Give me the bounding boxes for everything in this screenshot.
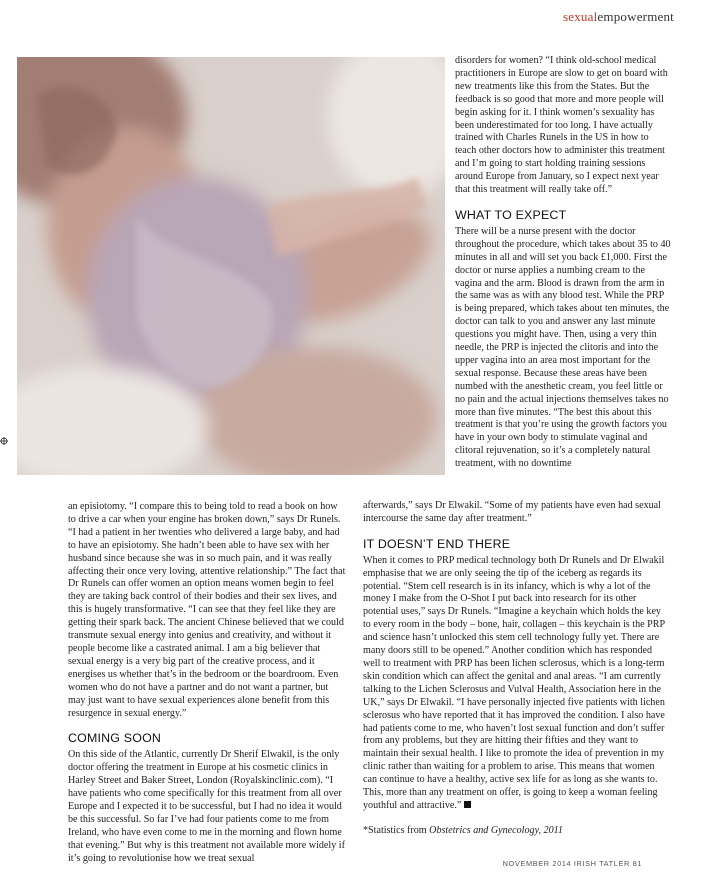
feature-photo (17, 57, 445, 475)
body-paragraph: There will be a nurse present with the doctor throughout the procedure, which takes about 35 to 40 minutes in all and will set you back £1,000. First the doctor or nurse applies a numbing cream to the vagina and the arm. Blood is drawn from the arm in the same was as with any blood test. While the PRP is being prepared, which takes about ten minutes, the doctor can talk to you and answer any last minute questions you might have. Then, using a very thin needle, the PRP is injected the clitoris and into the upper vagina into an area most important for the sexual response. Because these areas have been numbed with the anesthetic cream, you feel little or no pain and the actual injections themselves takes no more than five minutes. “The best this about this treatment is that you’re using the growth factors you have in your own body to stimulate vaginal and clitoral rejuvenation, so it’s a completely natural treatment, with no downtime (455, 225, 671, 470)
body-paragraph (363, 555, 671, 813)
footnote-source: Obstetrics and Gynecology, 2011 (429, 824, 563, 836)
photo-woman-on-bed (17, 57, 445, 475)
footnote (363, 825, 671, 838)
subheading-what-to-expect: WHAT TO EXPECT (455, 207, 567, 222)
end-of-article-mark (464, 801, 471, 808)
page-folio: NOVEMBER 2014 IRISH TATLER 81 (502, 859, 642, 868)
section-label (563, 9, 674, 25)
body-paragraph: an episiotomy. “I compare this to being told to read a book on how to drive a car when your engine has broken down,” says Dr Runels. “I had a patient in her twenties who delivered a large baby, and had to have an episiotomy. She hadn’t been able to have sex with her husband since because she was in so much pain, and it was really affecting their once very loving, attentive relationship.” The fact that Dr Runels can offer women an option means women begin to feel they are taking back control of their bodies and their sex lives, and this is hugely transformative. “I can see that they feel like they are getting their spark back. The ancient Chinese believed that we could transmute sexual energy into genius and creativity, and without it people become like a castrated animal. I am a big believer that sexual energy is a very big part of the creative process, and it energises us whether that’s in the bedroom or the boardroom. Even women who do not have a partner and do not want a partner, but may just want to have sexual experiences alone benefit from this resurgence in sexual energy.” (68, 501, 346, 719)
crosshair-registration-icon (0, 432, 8, 450)
right-column-bottom (363, 500, 671, 842)
body-paragraph: On this side of the Atlantic, currently Dr Sherif Elwakil, is the only doctor offering the treatment in Europe at his cosmetic clinics in Harley Street and Baker Street, London (Royalskinclinic.com). “I have patients who come specifically for this treatment from all over Europe and I expected it to be successful, but I had no idea it would be this successful. So far I’ve had four patients come to me from Ireland, who have even come to me in the morning and flown home that evening.” But why is this treatment not available more widely if it’s going to revolutionise how we treat sexual (68, 749, 345, 864)
subheading-it-doesnt-end-there: IT DOESN’T END THERE (363, 536, 511, 551)
body-paragraph: disorders for women? “I think old-school medical practitioners in Europe are slow to get on board with new treatments like this from the States. But the feedback is so good that more and more people will begin asking for it. I think women’s sexuality has been underestimated for too long. I have actually trained with Charles Runels in the US in how to teach other doctors how to administer this treatment and I’m going to start holding training sessions around Europe from January, so I expect next year that this treatment will really take off.” (455, 55, 668, 196)
body-paragraph: afterwards,” says Dr Elwakil. “Some of my patients have even had sexual intercourse the same day after treatment.” (363, 500, 661, 524)
closing-paragraph-text: When it comes to PRP medical technology both Dr Runels and Dr Elwakil emphasise that we are only seeing the tip of the iceberg as regards its potential. “Stem cell research is in its infancy, which is why a lot of the money I make from the O-Shot I put back into research for its other potential uses,” says Dr Runels. “Imagine a keychain which holds the key to every room in the body – bone, hair, collagen – this keychain is the PRP and science hasn’t unlocked this stem cell technology fully yet. There are many doors still to be opened.” Another condition which has responded well to treatment with PRP has been lichen sclerosus, which is a long-term skin condition which can affect the genital and anal areas. “I am currently talking to the Lichen Sclerosus and Vulval Health, Association here in the UK,” says Dr Elwakil. “I have personally injected five patients with lichen sclerosus who have reported that it has improved the condition. I also have had patients come to me, who haven’t lost sexual function and don’t suffer from any problems, but they are hitting their fifties and they want to maintain their sexual health. I like to promote the idea of prevention in my clinic rather than waiting for a problem to arise. This means that women can continue to have a healthy, active sex life for as long as she wants to. This, more than any treatment on offer, is going to keep a woman feeling youthful and attractive.” (363, 554, 665, 811)
left-column (68, 501, 346, 869)
section-label-empowerment: empowerment (597, 9, 674, 24)
footnote-prefix: *Statistics from (363, 824, 430, 836)
subheading-coming-soon: COMING SOON (68, 731, 162, 746)
section-label-sexual: sexual (563, 9, 598, 24)
right-column-top (455, 55, 671, 475)
